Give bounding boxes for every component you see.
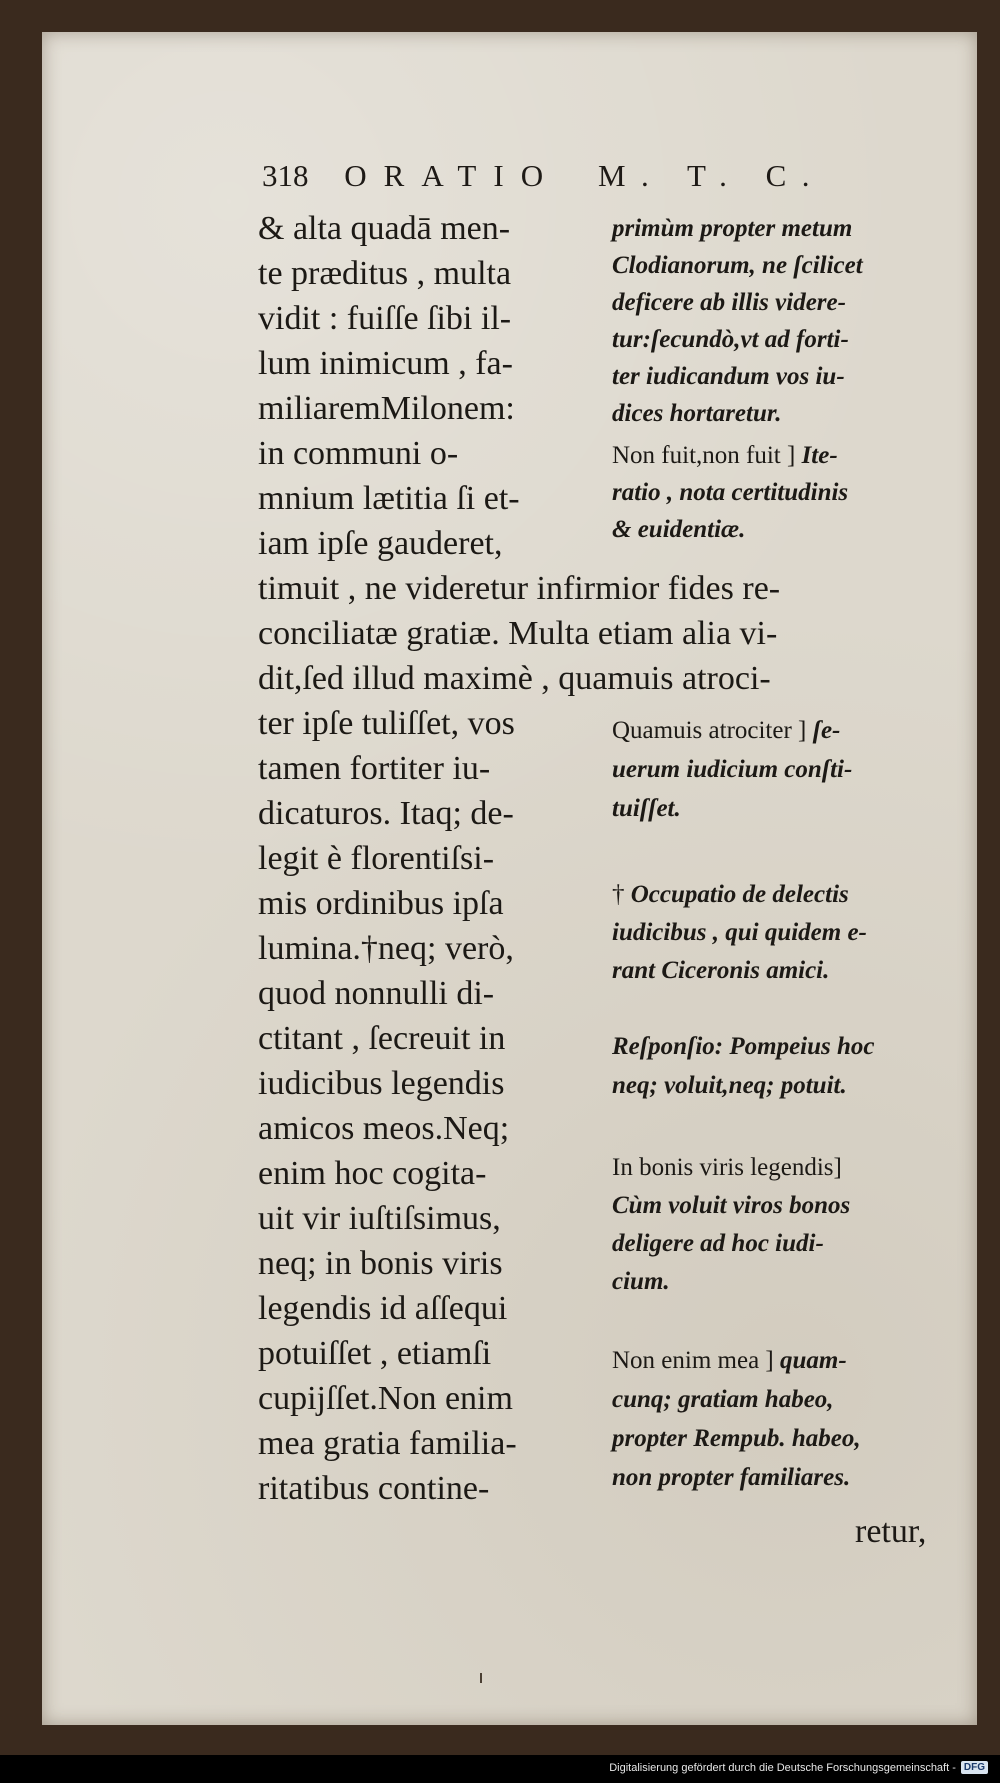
main-text-line: miliaremMilonem: [258,390,515,427]
marginal-note-line: dices hortaretur. [612,400,782,427]
main-text-line: & alta quadā men- [258,210,511,247]
marginal-note-line: ter iudicandum vos iu- [612,363,845,390]
main-text-line: amicos meos.Neq; [258,1110,510,1147]
main-text-line: neq; in bonis viris [258,1245,503,1282]
main-text-line: tamen fortiter iu- [258,750,491,787]
marginal-note-line: cium. [612,1268,670,1295]
marginal-note-line: deficere ab illis videre- [612,289,846,316]
header-title: ORATIO [344,158,561,193]
marginal-note-line: † Occupatio de delectis [612,881,849,908]
marginal-note-line: Cùm voluit viros bonos [612,1192,851,1219]
main-text-line: ter ipſe tuliſſet, vos [258,705,515,742]
marginal-note-line: iudicibus , qui quidem e- [612,919,867,946]
main-text-line: mea gratia familia- [258,1425,517,1462]
marginal-note-line: primùm propter metum [612,215,853,242]
marginal-note-line: ratio , nota certitudinis [612,479,849,506]
marginal-note-line: rant Ciceronis amici. [612,957,830,984]
marginal-note-line: Non fuit,non fuit ] Ite- [612,442,838,469]
main-text-line: mnium lætitia ſi et- [258,480,520,517]
main-text-line: te præditus , multa [258,255,512,292]
marginal-note-line: non propter familiares. [612,1464,851,1491]
main-text-line: lum inimicum , fa- [258,345,513,382]
marginal-note-line: Reſponſio: Pompeius hoc [612,1033,875,1060]
marginal-note-line: Quamuis atrociter ] ſe- [612,717,841,744]
marginal-note-line: propter Rempub. habeo, [612,1425,861,1452]
main-text-line: potuiſſet , etiamſi [258,1335,492,1372]
marginal-note-line: tur:ſecundò,vt ad forti- [612,326,849,353]
catchword: retur, [855,1513,927,1550]
marginal-note-line: & euidentiæ. [612,516,746,543]
marginal-note-line: tuiſſet. [612,795,681,822]
main-text-line: mis ordinibus ipſa [258,885,504,922]
main-text-line: cupijſſet.Non enim [258,1380,513,1417]
marginal-note-line: Clodianorum, ne ſcilicet [612,252,863,279]
main-text-line: legit è florentiſsi- [258,840,495,877]
marginal-note-line: uerum iudicium conſti- [612,756,853,783]
main-text-line: iudicibus legendis [258,1065,505,1102]
dfg-logo: DFG [961,1761,988,1774]
marginal-note-line: neq; voluit,neq; potuit. [612,1072,847,1099]
main-text-line: quod nonnulli di- [258,975,495,1012]
main-text-line: in communi o- [258,435,459,472]
marginal-note-line: In bonis viris legendis] [612,1154,842,1181]
main-text-line: ritatibus contine- [258,1470,490,1507]
header-initials: M. T. C. [597,158,826,193]
marginal-note-line: Non enim mea ] quam- [612,1347,847,1374]
digitization-footer [609,1761,988,1774]
main-text-line: dit,ſed illud maximè , quamuis atroci- [258,660,771,697]
running-header [262,158,825,194]
main-text-line: iam ipſe gauderet, [258,525,503,562]
main-text-line: lumina.†neq; verò, [258,930,514,967]
marginal-note-line: cunq; gratiam habeo, [612,1386,834,1413]
main-text-line: uit vir iuſtiſsimus, [258,1200,501,1237]
main-text-line: conciliatæ gratiæ. Multa etiam alia vi- [258,615,778,652]
main-text-line: legendis id aſſequi [258,1290,508,1327]
footer-credit: Digitalisierung gefördert durch die Deutsche Forschungsgemeinschaft - [609,1761,956,1774]
main-text-line: timuit , ne videretur infirmior fides re- [258,570,781,607]
main-text-line: dicaturos. Itaq; de- [258,795,514,832]
main-text-line: vidit : fuiſſe ſibi il- [258,300,512,337]
page-number: 318 [262,158,309,193]
ink-speck [480,1673,482,1683]
main-text-line: ctitant , ſecreuit in [258,1020,506,1057]
main-text-line: enim hoc cogita- [258,1155,487,1192]
marginal-note-line: deligere ad hoc iudi- [612,1230,824,1257]
